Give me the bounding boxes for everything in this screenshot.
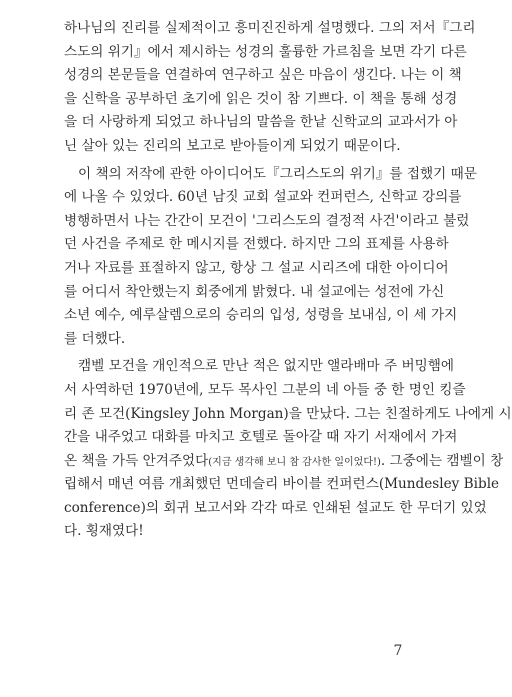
text-line: 에 나올 수 있었다. 60년 남짓 교회 설교와 컨퍼런스, 신학교 강의를	[64, 189, 462, 206]
text-line: 스도의 위기』에서 제시하는 성경의 훌륭한 가르침을 보면 각기 다른	[64, 43, 467, 60]
text-line: conference)의 회귀 보고서와 각각 따로 인쇄된 설교도 한 무더기 있었	[64, 499, 487, 516]
text-line: 캠벨 모건을 개인적으로 만난 적은 없지만 앨라배마 주 버밍햄에	[78, 358, 454, 375]
text-segment: . 그중에는 캠벨이 창	[380, 452, 504, 469]
body-text	[64, 17, 512, 544]
text-line: 립해서 매년 여름 개최했던 먼데슬리 바이블 컨퍼런스(Mundesley Bible	[64, 476, 500, 493]
text-line: 소년 예수, 예루살렘으로의 승리의 입성, 성령을 보내심, 이 세 가지	[64, 307, 458, 324]
text-line: 다. 횡재였다!	[64, 523, 144, 540]
text-line: 던 사건을 주제로 한 메시지를 전했다. 하지만 그의 표제를 사용하	[64, 236, 449, 253]
text-line: 서 사역하던 1970년에, 모두 목사인 그분의 네 아들 중 한 명인 킹즐	[64, 381, 466, 398]
paragraph-2	[64, 163, 477, 352]
text-line: 성경의 본문들을 연결하여 연구하고 싶은 마음이 생긴다. 나는 이 책	[64, 67, 462, 84]
text-line: 거나 자료를 표절하지 않고, 항상 그 설교 시리즈에 대한 아이디어	[64, 259, 449, 276]
text-line-with-aside	[64, 450, 504, 474]
text-line: 를 더했다.	[64, 330, 126, 347]
page-number: 7	[393, 643, 403, 659]
text-line: 을 더 사랑하게 되었고 하나님의 말씀을 한낱 신학교의 교과서가 아	[64, 114, 458, 131]
text-line: 하나님의 진리를 실제적이고 흥미진진하게 설명했다. 그의 저서『그리	[64, 20, 476, 36]
text-segment: 온 책을 가득 안겨주었다	[64, 452, 209, 469]
text-line: 를 어디서 착안했는지 회중에게 밝혔다. 내 설교에는 성전에 가신	[64, 283, 445, 300]
text-line: 병행하면서 나는 간간이 모건이 '그리스도의 결정적 사건'이라고 불렀	[64, 212, 470, 229]
paragraph-3	[64, 355, 512, 544]
paragraph-1	[64, 17, 476, 159]
text-line: 을 신학을 공부하던 초기에 읽은 것이 참 기쁘다. 이 책을 통해 성경	[64, 90, 458, 107]
text-line: 이 책의 저작에 관한 아이디어도『그리스도의 위기』를 접했기 때문	[78, 165, 477, 182]
text-line: 간을 내주었고 대화를 마치고 호텔로 돌아갈 때 자기 서재에서 가져	[64, 429, 458, 446]
text-line: 리 존 모건(Kingsley John Morgan)을 만났다. 그는 친절하게도 나에게 시	[64, 405, 512, 422]
parenthetical-aside: (지금 생각해 보니 참 감사한 일이었다!)	[208, 456, 381, 468]
text-line: 닌 살아 있는 진리의 보고로 받아들이게 되었기 때문이다.	[64, 137, 401, 154]
